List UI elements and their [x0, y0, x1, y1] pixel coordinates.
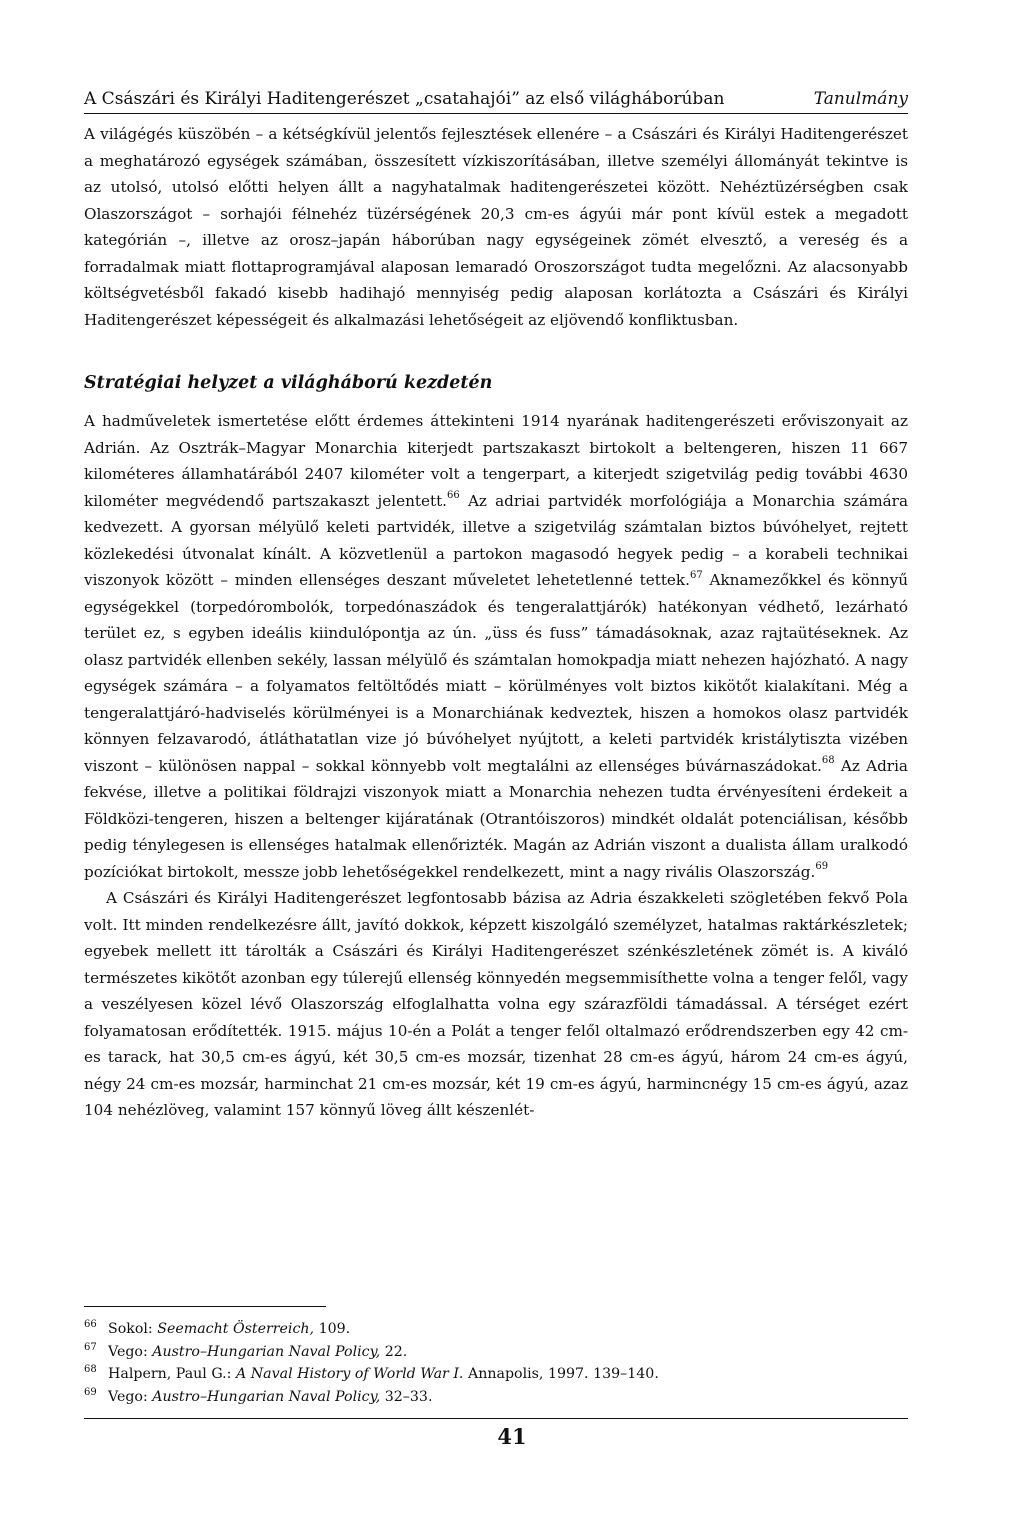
footnote-pages: 32–33. — [380, 1388, 433, 1405]
paragraph-1: A világégés küszöbén – a kétségkívül jelentős fejlesztések ellenére – a Császári és Királyi Haditengerészet a meghatározó egységek számában, összesített vízkiszorításában, illetve személyi állományát tekintve is az utolsó, utolsó előtti helyen állt a nagyhatalmak haditengerészetei között. Nehéztüzérségben csak Olaszországot – sorhajói félnehéz tüzérségének 20,3 cm-es ágyúi már pont kívül estek a megadott kategórián –, illetve az orosz–japán háborúban nagy egységeinek zömét elvesztő, a vereség és a forradalmak miatt flottaprogramjával alaposan lemaradó Oroszországot tudta megelőzni. Az alacsonyabb költségvetésből fakadó kisebb hadihajó mennyiség pedig alaposan korlátozta a Császári és Királyi Haditengerészet képességeit és alkalmazási lehetőségeit az eljövendő konfliktusban. — [84, 125, 908, 329]
footnote-66: 66 Sokol: Seemacht Österreich, 109. — [84, 1319, 351, 1337]
paragraph-2-part-d: Az Adria fekvése, illetve a politikai földrajzi viszonyok miatt a Monarchia nehezen tudta érvényesíteni érdekeit a Földközi-tengeren, hiszen a beltenger kijáratának (Otrantóiszoros) mindkét oldalát potenciálisan, később pedig ténylegesen is ellenséges hatalmak ellenőrizték. Magán az Adrián viszont a dualista állam uralkodó pozíciókat birtokolt, messze jobb lehetőségekkel rendelkezett, mint a nagy rivális Olaszország. — [84, 756, 908, 881]
footnote-separator — [84, 1306, 326, 1307]
paragraph-2 — [84, 408, 908, 885]
footnote-work-title: Austro–Hungarian Naval Policy, — [152, 1343, 381, 1360]
footnote-68: 68 Halpern, Paul G.: A Naval History of World War I. Annapolis, 1997. 139–140. — [84, 1364, 659, 1382]
footnote-work-title: A Naval History of World War I. — [235, 1366, 464, 1382]
footnote-67: 67 Vego: Austro–Hungarian Naval Policy, 22. — [84, 1341, 408, 1360]
footnote-69: 69 Vego: Austro–Hungarian Naval Policy, 32–33. — [84, 1386, 433, 1405]
running-header — [84, 88, 908, 114]
page-number: 41 — [497, 1424, 527, 1449]
footnote-author: Halpern, Paul G.: — [108, 1366, 236, 1382]
footnote-ref-66[interactable]: 66 — [447, 490, 460, 502]
footnote-author: Vego: — [108, 1388, 153, 1405]
paragraph-2-part-b: Az adriai partvidék morfológiája a Monarchia számára kedvezett. A gyorsan mélyülő keleti partvidék, illetve a szigetvilág számtalan biztos búvóhelyet, rejtett közlekedési útvonalat kínált. A közvetlenül a partokon magasodó hegyek pedig – a korabeli technikai viszonyok között – minden ellenséges deszant műveletet lehetetlenné tettek. — [84, 491, 908, 589]
bottom-rule — [84, 1418, 908, 1419]
paragraph-2-part-a: A hadműveletek ismertetése előtt érdemes áttekinteni 1914 nyarának haditengerészeti erőviszonyait az Adrián. Az Osztrák–Magyar Monarchia kiterjedt partszakaszt birtokolt a beltengeren, hiszen 11 667 kilométeres államhatárából 2407 kilométer volt a tengerpart, a kiterjedt szigetvilág pedig további 4630 kilométer megvédendő partszakaszt jelentett. — [84, 412, 908, 510]
footnote-pages: Annapolis, 1997. 139–140. — [463, 1366, 659, 1382]
paragraph-3: A Császári és Királyi Haditengerészet legfontosabb bázisa az Adria északkeleti szögletében fekvő Pola volt. Itt minden rendelkezésre állt, javító dokkok, képzett kiszolgáló személyzet, hatalmas raktárkészletek; egyebek mellett itt tárolták a Császári és Királyi Haditengerészet szénkészletének zömét is. A kiváló természetes kikötőt azonban egy túlerejű ellenség könnyedén megsemmisíthette volna a tenger felől, vagy a veszélyesen közel lévő Olaszország elfoglalhatta volna egy szárazföldi támadással. A térséget ezért folyamatosan erődítették. 1915. május 10-én a Polát a tenger felől oltalmazó erődrendszerben egy 42 cm-es tarack, hat 30,5 cm-es ágyú, két 30,5 cm-es mozsár, tizenhat 28 cm-es ágyú, három 24 cm-es ágyú, négy 24 cm-es mozsár, harminchat 21 cm-es mozsár, két 19 cm-es ágyú, harmincnégy 15 cm-es ágyú, azaz 104 nehézlöveg, valamint 157 könnyű löveg állt készenlét- — [84, 889, 908, 1119]
footnote-pages: 22. — [380, 1343, 408, 1360]
footnote-work-title: Austro–Hungarian Naval Policy, — [152, 1388, 381, 1405]
paragraph-2-part-c: Aknamezőkkel és könnyű egységekkel (torpedórombolók, torpedónaszádok és tengeralattjárók) hatékonyan védhető, lezárható terület ez, s egyben ideális kiindulópontja az ún. „üss és fuss” támadásoknak, azaz rajtaütéseknek. Az olasz partvidék ellenben sekély, lassan mélyülő és számtalan homokpadja miatt nehezen hajózható. A nagy egységek számára – a folyamatos feltöltődés miatt – körülményes volt biztos kikötőt kialakítani. Még a tengeralattjáró-hadviselés körülményei is a Monarchiának kedveztek, hiszen a homokos olasz partvidék könnyen felzavarodó, átláthatatlan vize jó búvóhelyet nyújtott, a keleti partvidék kristálytiszta vizében viszont – különösen nappal – sokkal könnyebb volt megtalálni az ellenséges búvárnaszádokat. — [84, 571, 908, 775]
footnote-ref-67[interactable]: 67 — [689, 569, 703, 581]
footnotes — [84, 1318, 908, 1408]
footnote-author: Vego: — [108, 1343, 153, 1360]
article-body — [84, 121, 908, 1124]
running-title: A Császári és Királyi Haditengerészet „csatahajói” az első világháborúban — [84, 89, 725, 109]
footnote-author: Sokol: — [108, 1321, 158, 1337]
footnote-ref-68[interactable]: 68 — [821, 755, 835, 767]
footnote-work-title: Seemacht Österreich, — [157, 1321, 315, 1337]
section-heading: Stratégiai helyzet a világháború kezdetén — [84, 373, 493, 393]
footnote-pages: 109. — [314, 1321, 351, 1337]
footnote-ref-69[interactable]: 69 — [815, 861, 829, 873]
section-label: Tanulmány — [813, 89, 908, 109]
